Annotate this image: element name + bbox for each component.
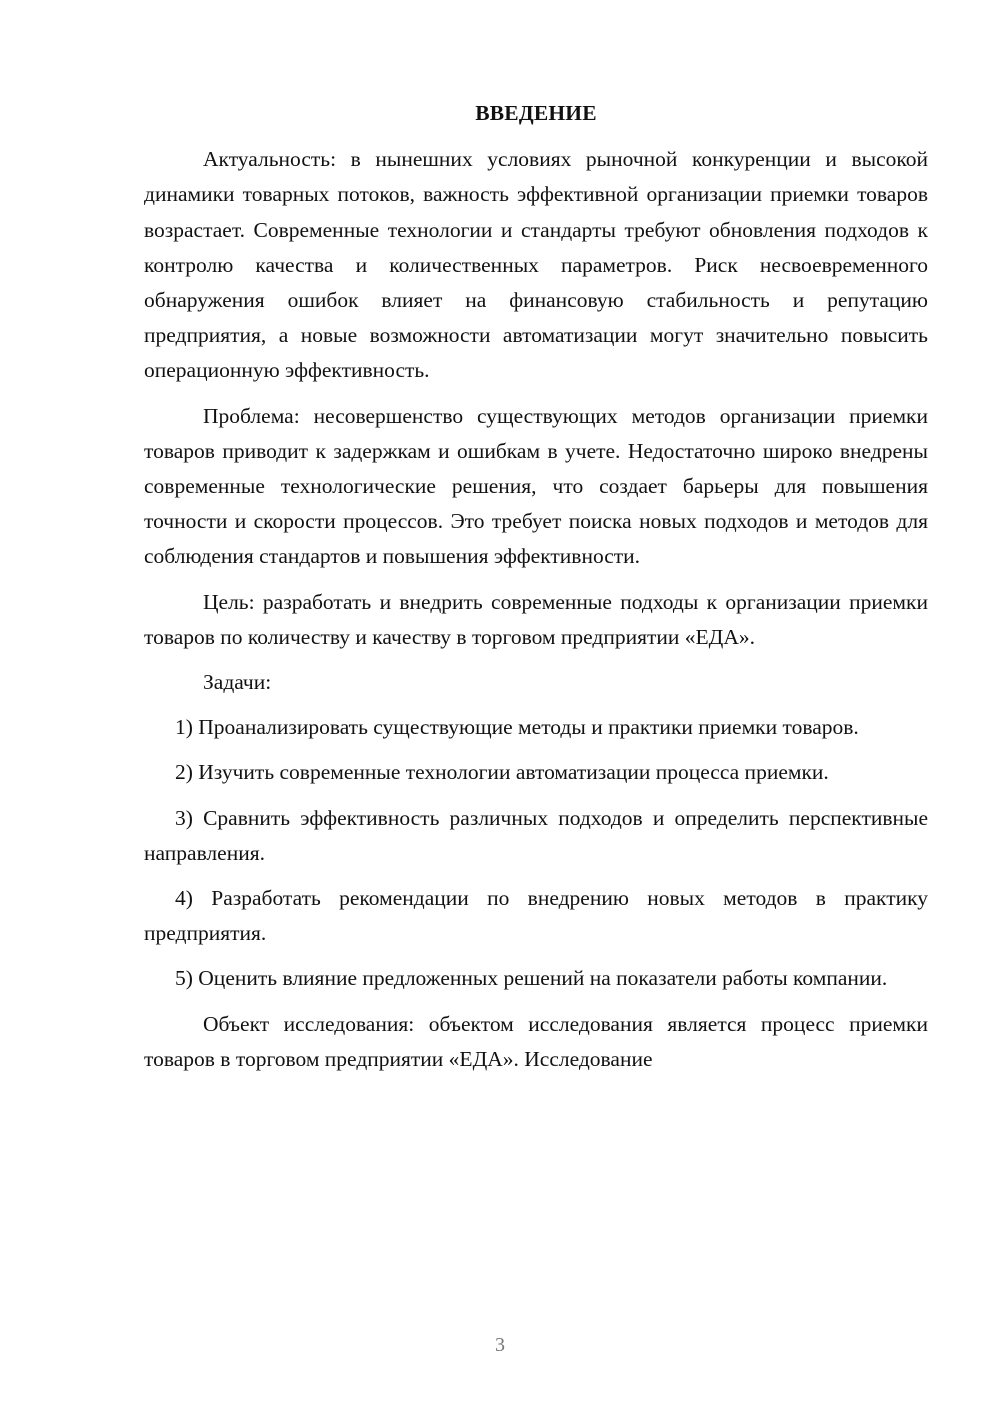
paragraph-tasks-heading: Задачи: xyxy=(203,670,272,695)
section-title: ВВЕДЕНИЕ xyxy=(475,101,597,125)
task-item-3: 3) Сравнить эффективность различных подходов и определить перспективные направления. xyxy=(144,805,928,865)
paragraph-problem: Проблема: несовершенство существующих методов организации приемки товаров приводит к задержкам и ошибкам в учете. Недостаточно широко внедрены современные технологические решения, что создает барьеры для повышения точности и скорости процессов. Это требует поиска новых подходов и методов для соблюдения стандартов и повышения эффективности. xyxy=(144,403,928,569)
paragraph-goal: Цель: разработать и внедрить современные подходы к организации приемки товаров по количеству и качеству в торговом предприятии «ЕДА». xyxy=(144,589,928,649)
paragraph-relevance: Актуальность: в нынешних условиях рыночной конкуренции и высокой динамики товарных потоков, важность эффективной организации приемки товаров возрастает. Современные технологии и стандарты требуют обновления подходов к контролю качества и количественных параметров. Риск несвоевременного обнаружения ошибок влияет на финансовую стабильность и репутацию предприятия, а новые возможности автоматизации могут значительно повысить операционную эффективность. xyxy=(144,147,928,383)
task-item-1: 1) Проанализировать существующие методы и практики приемки товаров. xyxy=(175,715,859,740)
task-item-4: 4) Разработать рекомендации по внедрению новых методов в практику предприятия. xyxy=(144,886,928,946)
paragraph-object: Объект исследования: объектом исследования является процесс приемки товаров в торговом предприятии «ЕДА». Исследование xyxy=(144,1011,928,1071)
page-number: 3 xyxy=(495,1334,505,1356)
document-page xyxy=(144,96,928,1087)
task-item-5: 5) Оценить влияние предложенных решений на показатели работы компании. xyxy=(175,966,888,991)
task-item-2: 2) Изучить современные технологии автоматизации процесса приемки. xyxy=(175,760,829,785)
